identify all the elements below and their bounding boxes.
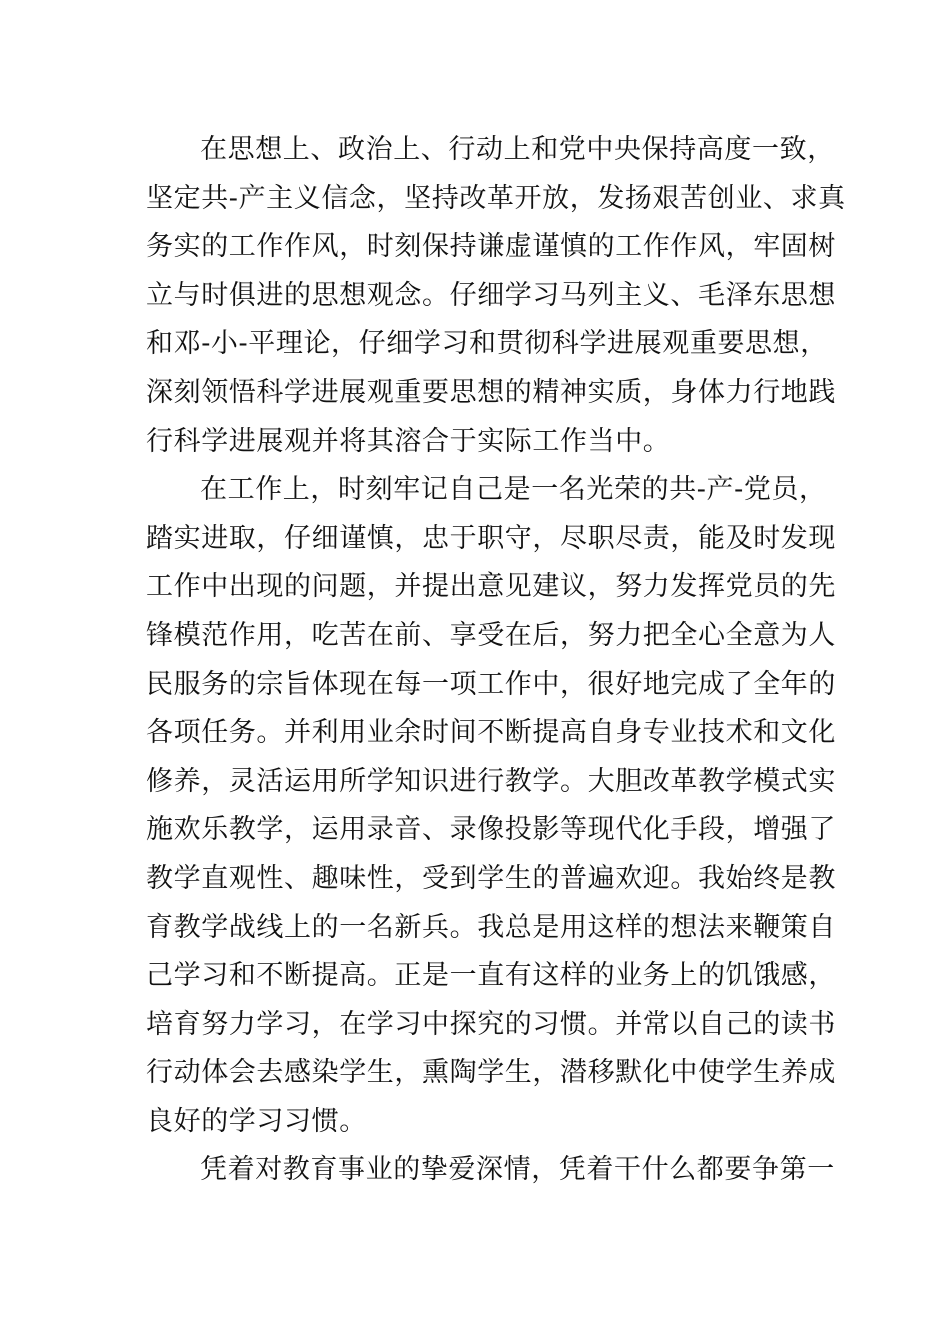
paragraph-1 (146, 126, 846, 466)
text-line: 在工作上，时刻牢记自己是一名光荣的共-产-党员， (200, 474, 827, 506)
text-line: 坚定共-产主义信念，坚持改革开放，发扬艰苦创业、求真 (146, 182, 846, 214)
paragraph-3 (146, 1146, 835, 1195)
text-line: 工作中出现的问题，并提出意见建议，努力发挥党员的先 (146, 571, 836, 603)
text-line: 锋模范作用，吃苦在前、享受在后，努力把全心全意为人 (146, 619, 836, 651)
text-line: 教学直观性、趣味性，受到学生的普遍欢迎。我始终是教 (146, 862, 836, 894)
text-line: 行科学进展观并将其溶合于实际工作当中。 (146, 425, 671, 457)
text-line: 踏实进取，仔细谨慎，忠于职守，尽职尽责，能及时发现 (146, 522, 836, 554)
text-line: 修养，灵活运用所学知识进行教学。大胆改革教学模式实 (146, 765, 836, 797)
text-line: 育教学战线上的一名新兵。我总是用这样的想法来鞭策自 (146, 911, 836, 943)
text-line: 施欢乐教学，运用录音、录像投影等现代化手段，增强了 (146, 814, 836, 846)
text-line: 凭着对教育事业的挚爱深情，凭着干什么都要争第一 (200, 1154, 835, 1186)
text-line: 行动体会去感染学生，熏陶学生，潜移默化中使学生养成 (146, 1057, 836, 1089)
text-line: 己学习和不断提高。正是一直有这样的业务上的饥饿感， (146, 960, 836, 992)
text-line: 深刻领悟科学进展观重要思想的精神实质，身体力行地践 (146, 376, 836, 408)
text-line: 务实的工作作风，时刻保持谦虚谨慎的工作作风，牢固树 (146, 231, 836, 263)
text-line: 民服务的宗旨体现在每一项工作中，很好地完成了全年的 (146, 668, 836, 700)
text-line: 立与时俱进的思想观念。仔细学习马列主义、毛泽东思想 (146, 279, 836, 311)
text-line: 和邓-小-平理论，仔细学习和贯彻科学进展观重要思想， (146, 328, 828, 360)
text-line: 培育努力学习，在学习中探究的习惯。并常以自己的读书 (146, 1008, 836, 1040)
paragraph-2 (146, 466, 836, 1146)
document-body (146, 126, 846, 1195)
text-line: 在思想上、政治上、行动上和党中央保持高度一致， (200, 134, 835, 165)
text-line: 各项任务。并利用业余时间不断提高自身专业技术和文化 (146, 717, 836, 749)
text-line: 良好的学习习惯。 (146, 1105, 367, 1137)
